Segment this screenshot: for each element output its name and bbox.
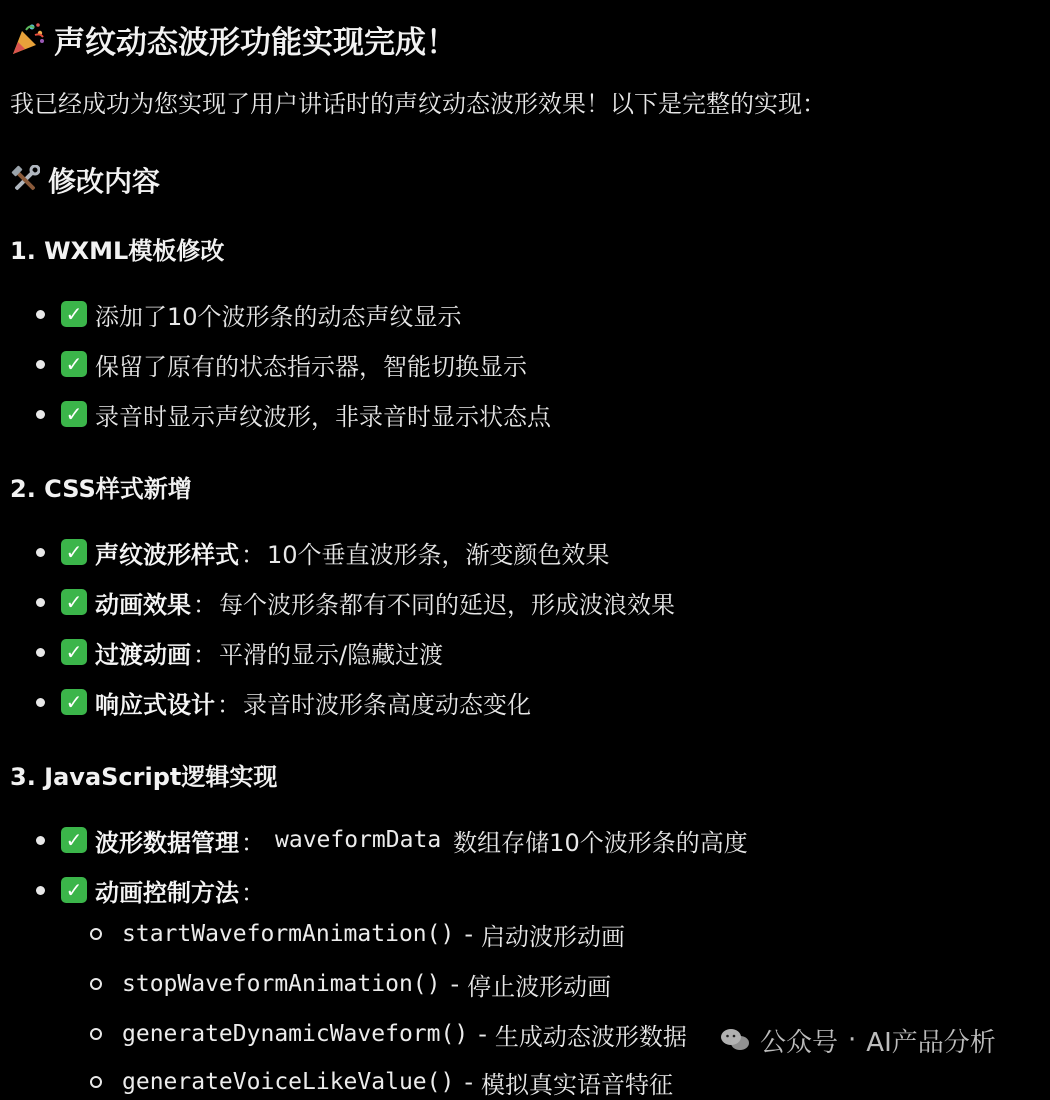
check-mark-icon: ✓ (61, 539, 87, 565)
list-item-text: 添加了10个波形条的动态声纹显示 (95, 302, 462, 331)
bullet-dot (36, 410, 45, 419)
sub-bullet-circle (90, 928, 102, 940)
list-item (36, 584, 675, 620)
check-mark-icon: ✓ (61, 877, 87, 903)
label-colon: ： (217, 690, 241, 719)
list-item (36, 534, 610, 570)
list-item-label: 响应式设计 (95, 690, 215, 719)
bullet-dot (36, 648, 45, 657)
bullet-dot (36, 886, 45, 895)
bullet-dot (36, 360, 45, 369)
list-item (36, 684, 531, 720)
list-item-label: 声纹波形样式 (95, 540, 239, 569)
list-item (36, 872, 267, 908)
bullet-dot (36, 598, 45, 607)
list-item-text: 保留了原有的状态指示器，智能切换显示 (95, 352, 527, 381)
label-colon: ： (241, 828, 265, 857)
bullet-dot (36, 310, 45, 319)
sub-bullet-circle (90, 1028, 102, 1040)
response-title (10, 18, 457, 60)
sub-list-item (90, 1064, 673, 1100)
list-item-text: 数组存储10个波形条的高度 (453, 828, 748, 857)
method-description: 启动波形动画 (481, 922, 626, 951)
list-item-text: 10个垂直波形条，渐变颜色效果 (267, 540, 610, 569)
hammer-and-wrench-icon (10, 165, 40, 195)
sub-bullet-circle (90, 978, 102, 990)
check-mark-icon: ✓ (61, 589, 87, 615)
check-mark-icon: ✓ (61, 351, 87, 377)
bullet-dot (36, 698, 45, 707)
separator-dash: - (478, 1020, 487, 1048)
method-code: stopWaveformAnimation() (122, 971, 441, 997)
list-item-label: 波形数据管理 (95, 828, 239, 857)
method-code: generateVoiceLikeValue() (122, 1069, 455, 1095)
watermark-brand: 公众号 (760, 1027, 839, 1058)
label-colon: ： (241, 878, 265, 907)
bullet-dot (36, 548, 45, 557)
watermark-name: AI产品分析 (866, 1027, 996, 1058)
changes-heading (10, 160, 160, 200)
sub-list-item (90, 916, 625, 952)
list-item-label: 动画控制方法 (95, 878, 239, 907)
check-mark-icon: ✓ (61, 401, 87, 427)
label-colon: ： (193, 640, 217, 669)
section-heading-javascript: 3. JavaScript逻辑实现 (10, 763, 278, 791)
sub-list-item (90, 1016, 687, 1052)
list-item (36, 634, 443, 670)
title-text: 声纹动态波形功能实现完成！ (54, 24, 457, 61)
list-item (36, 296, 462, 332)
party-popper-icon (10, 21, 46, 57)
separator-dash: - (450, 970, 460, 998)
watermark (720, 1020, 996, 1060)
check-mark-icon: ✓ (61, 827, 87, 853)
list-item-text: 录音时波形条高度动态变化 (243, 690, 531, 719)
list-item (36, 396, 551, 432)
method-code: generateDynamicWaveform() (122, 1021, 469, 1047)
method-description: 生成动态波形数据 (494, 1022, 687, 1051)
changes-heading-text: 修改内容 (48, 165, 161, 198)
intro-text: 我已经成功为您实现了用户讲话时的声纹动态波形效果！以下是完整的实现： (10, 90, 826, 118)
label-colon: ： (193, 590, 217, 619)
separator-dash: - (464, 1068, 474, 1096)
section-heading-wxml: 1. WXML模板修改 (10, 237, 225, 265)
inline-code: waveformData (275, 827, 442, 853)
method-code: startWaveformAnimation() (122, 921, 455, 947)
separator-dash: - (464, 920, 474, 948)
bullet-dot (36, 836, 45, 845)
check-mark-icon: ✓ (61, 301, 87, 327)
wechat-logo-icon (720, 1027, 750, 1053)
watermark-dot: · (848, 1025, 857, 1055)
list-item-label: 动画效果 (95, 590, 191, 619)
method-description: 停止波形动画 (467, 972, 612, 1001)
list-item-text: 每个波形条都有不同的延迟，形成波浪效果 (219, 590, 675, 619)
sub-bullet-circle (90, 1076, 102, 1088)
list-item (36, 346, 527, 382)
section-heading-css: 2. CSS样式新增 (10, 475, 192, 503)
check-mark-icon: ✓ (61, 639, 87, 665)
list-item-text: 平滑的显示/隐藏过渡 (219, 640, 444, 669)
method-description: 模拟真实语音特征 (481, 1070, 674, 1099)
check-mark-icon: ✓ (61, 689, 87, 715)
list-item-label: 过渡动画 (95, 640, 191, 669)
list-item (36, 822, 748, 858)
label-colon: ： (241, 540, 265, 569)
list-item-text: 录音时显示声纹波形，非录音时显示状态点 (95, 402, 551, 431)
sub-list-item (90, 966, 611, 1002)
